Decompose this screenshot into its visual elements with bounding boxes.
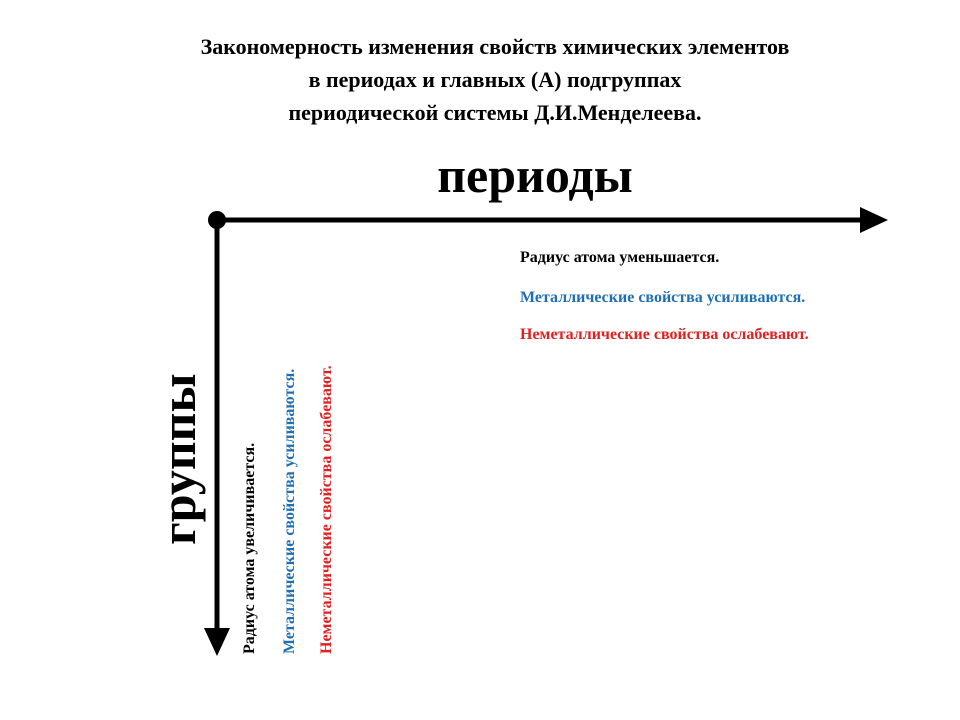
origin-dot: [208, 211, 226, 229]
groups-radius-text: Радиус атома увеличивается.: [241, 442, 258, 654]
periods-radius-text: Радиус атома уменьшается.: [520, 249, 720, 266]
title-line-3: периодической системы Д.И.Менделеева.: [288, 100, 702, 125]
groups-metallic-text: Металлические свойства усиливаются.: [281, 368, 298, 654]
title-line-2: в периодах и главных (А) подгруппах: [308, 67, 682, 92]
periods-arrowhead-icon: [860, 207, 888, 233]
periods-nonmetallic-text: Неметаллические свойства ослабевают.: [520, 326, 809, 343]
title-line-1: Закономерность изменения свойств химических элементов: [200, 34, 790, 59]
groups-arrowhead-icon: [204, 628, 230, 656]
periods-metallic-text: Металлические свойства усиливаются.: [520, 289, 806, 306]
periods-axis-label: периоды: [437, 147, 633, 203]
groups-nonmetallic-text: Неметаллические свойства ослабевают.: [318, 365, 335, 654]
groups-axis-label: группы: [150, 373, 206, 545]
